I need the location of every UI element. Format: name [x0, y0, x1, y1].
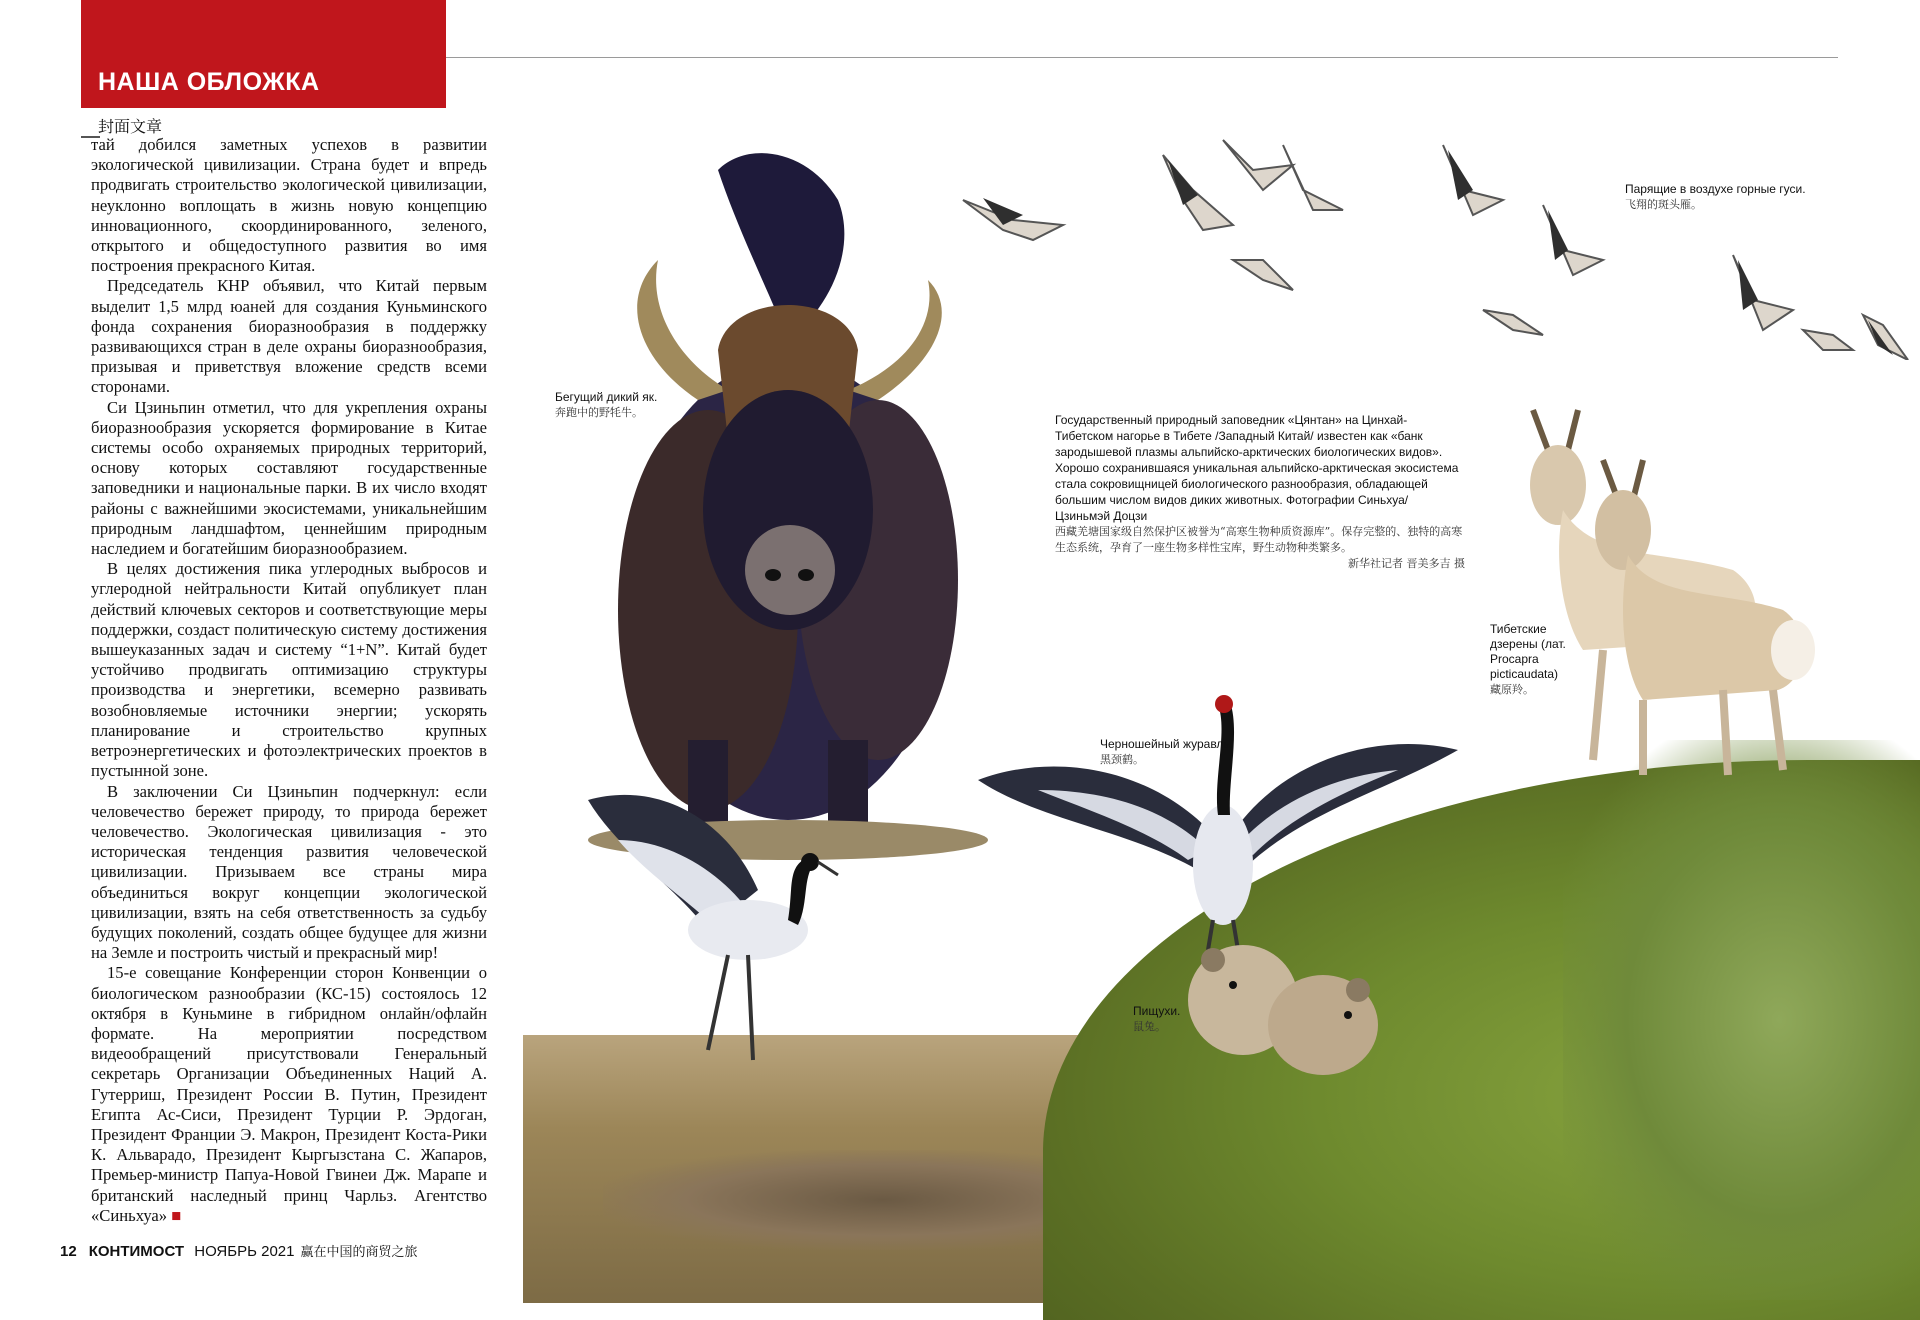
- pikas-image: [1173, 930, 1393, 1080]
- caption-gazelle-cn: 藏原羚。: [1490, 683, 1534, 696]
- caption-geese: [1625, 182, 1806, 212]
- caption-pika: [1133, 1004, 1180, 1034]
- caption-yak-ru: Бегущий дикий як.: [555, 390, 658, 404]
- caption-reserve-cn: 西藏羌塘国家级自然保护区被誉为“高寒生物种质资源库”。保存完整的、独特的高寒生态系统，孕育了一座生物多样性宝库，野生动物种类繁多。: [1055, 525, 1463, 554]
- article-paragraph: В заключении Си Цзиньпин подчеркнул: если человечество бережет природу, то природа бережет человечество. Экологическая цивилизация - это историческая тенденция развития человеческой цивилизации. Призываем все страны мира объединиться вокруг концепции экологической цивилизации, взять на себя ответственность за судьбу будущих поколений, создать общее будущее для жизни на Земле и построить чистый и прекрасный мир!: [91, 781, 487, 963]
- magazine-slogan-cn: 赢在中国的商贸之旅: [300, 1245, 418, 1260]
- end-mark: ■: [171, 1205, 182, 1225]
- section-title: НАША ОБЛОЖКА: [98, 68, 320, 96]
- article-paragraph: Си Цзиньпин отметил, что для укрепления охраны биоразнообразия ускоряется формирование в Китае системы особо охраняемых природных территорий, основу которых составляют государственные заповедники и национальные парки. В их число входят районы с важнейшими экосистемами, уникальнейшим природным ландшафтом, ценнейшим природным наследием и богатейшим биоразнообразием.: [91, 397, 487, 559]
- tibetan-gazelles-image: [1493, 400, 1823, 780]
- flying-geese-image: [943, 130, 1920, 360]
- wild-yak-image: [578, 140, 998, 860]
- article-paragraph-text: 15-е совещание Конференции сторон Конвенции о биологическом разнообразии (КС-15) состоялось 12 октября в Куньмине в гибридном онлайн/офлайн формате. На мероприятии посредством видеообращений присутствовали Генеральный секретарь Организации Объединенных Наций А. Гутерриш, Президент России В. Путин, Президент Египта Ас-Сиси, Президент Турции Р. Эрдоган, Президент Франции Э. Макрон, Президент Коста-Рики К. Альварадо, Президент Кыргызстана С. Жапаров, Премьер-министр Папуа-Новой Гвинеи Дж. Марапе и британский наследный принц Чарльз. Агентство «Синьхуа»: [91, 963, 487, 1225]
- caption-crane: [1100, 737, 1233, 767]
- article-paragraph: тай добился заметных успехов в развитии экологической цивилизации. Страна будет и впредь продвигать строительство экологической цивилизации, неуклонно воплощать в жизнь новую концепцию инновационного, скоординированного, зеленого, открытого и общедоступного развития во имя построения прекрасного Китая.: [91, 135, 487, 276]
- caption-geese-cn: 飞翔的斑头雁。: [1625, 198, 1702, 211]
- caption-reserve-ru: Государственный природный заповедник «Цянтан» на Цинхай-Тибетском нагорье в Тибете /Западный Китай/ известен как «банк зародышевой плазмы альпийско-арктических биологических видов». Хорошо сохранившаяся уникальная альпийско-арктическая экосистема стала сокровищницей биологического разнообразия, обладающей большим числом видов диких животных. Фотографии Синьхуа/ Цзиньмэй Доцзи: [1055, 413, 1459, 523]
- caption-yak-cn: 奔跑中的野牦牛。: [555, 406, 643, 419]
- article-paragraph: В целях достижения пика углеродных выбросов и углеродной нейтральности Китай опубликует план действий ключевых секторов и соответствующие меры поддержки, создаст политическую систему достижения вышеуказанных задач и систему “1+N”. Китай будет устойчиво продвигать оптимизацию структуры производства и энергетики, всемерно развивать возобновляемые источники энергии; ускорять планирование и строительство крупных ветроэнергетических и фотоэлектрических проектов в пустынной зоне.: [91, 559, 487, 781]
- caption-reserve-credit-cn: 新华社记者 晋美多吉 摄: [1348, 557, 1465, 570]
- article-paragraph-last: [91, 963, 487, 1226]
- caption-crane-cn: 黑颈鹤。: [1100, 753, 1144, 766]
- foreground-grass: [1563, 740, 1920, 1300]
- black-necked-crane-image: [978, 690, 1458, 950]
- article-body: [91, 135, 487, 1226]
- section-subtitle-cn: 封面文章: [98, 117, 163, 136]
- page-footer: [60, 1241, 418, 1260]
- page-number: 12: [60, 1243, 77, 1260]
- issue-date: НОЯБРЬ 2021: [194, 1243, 295, 1260]
- caption-yak: [555, 390, 657, 420]
- caption-reserve: [1055, 412, 1465, 572]
- photo-collage: [523, 0, 1920, 1303]
- article-paragraph: Председатель КНР объявил, что Китай первым выделит 1,5 млрд юаней для создания Куньминского фонда сохранения биоразнообразия в поддержку развивающихся стран в деле охраны биоразнообразия, призывая и приветствуя вложение средств всеми сторонами.: [91, 276, 487, 397]
- caption-geese-ru: Парящие в воздухе горные гуси.: [1625, 182, 1806, 196]
- caption-gazelle: [1490, 622, 1580, 697]
- caption-crane-ru: Черношейный журавль.: [1100, 737, 1234, 751]
- crane-left-image: [578, 780, 878, 1080]
- magazine-name: КОНТИМОСТ: [88, 1243, 185, 1260]
- caption-pika-cn: 鼠兔。: [1133, 1020, 1166, 1033]
- caption-pika-ru: Пищухи.: [1133, 1004, 1181, 1018]
- caption-gazelle-ru: Тибетские дзерены (лат. Procapra picticaudata): [1490, 622, 1566, 681]
